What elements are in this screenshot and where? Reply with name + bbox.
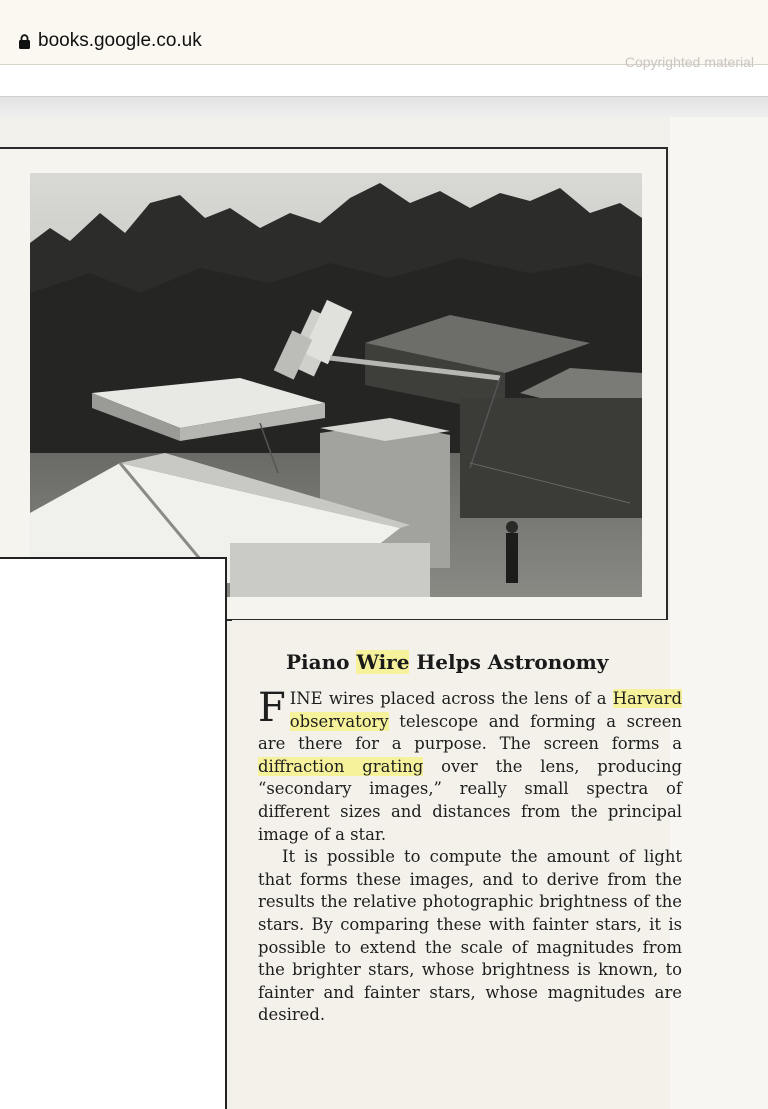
- book-page[interactable]: [0, 117, 768, 1109]
- photo-frame: [0, 147, 668, 621]
- viewer-toolbar: [0, 96, 768, 118]
- url-display[interactable]: [18, 30, 202, 52]
- lock-icon: [18, 34, 31, 49]
- url-text: books.google.co.uk: [38, 30, 202, 51]
- p1-text-a: INE wires placed across the lens of a: [289, 689, 613, 708]
- search-highlight: diffraction grating: [258, 756, 424, 776]
- article-column: [232, 620, 682, 1109]
- article-body: [258, 685, 682, 1027]
- p1-text-b: telescope and forming a screen are there for a purpose. The screen forms a: [258, 711, 682, 754]
- page-margin: [670, 117, 768, 1109]
- paragraph-1: [258, 685, 682, 846]
- headline-part-1: Piano: [286, 650, 357, 674]
- drop-cap: F: [258, 685, 286, 731]
- search-highlight: Harvard observatory: [289, 689, 682, 731]
- blank-panel: [0, 557, 227, 1109]
- headline-part-2: Helps Astronomy: [409, 650, 609, 674]
- observatory-photo: [30, 173, 642, 597]
- p1-text-c: over the lens, producing “secondary images,” really small spectra of different sizes and distances from the principal image of a star.: [258, 756, 682, 844]
- observatory-photo-illustration: [30, 173, 642, 597]
- browser-address-bar[interactable]: [0, 0, 768, 70]
- headline-highlight: Wire: [356, 650, 410, 674]
- article-headline: [286, 650, 608, 674]
- paragraph-2: It is possible to compute the amount of light that forms these images, and to derive from the results the relative photographic brightness of the stars. By comparing these with fainter stars, it is possible to extend the scale of magnitudes from the brighter stars, whose brightness is known, to fainter and fainter stars, whose magnitudes are desired.: [258, 847, 682, 1025]
- watermark-text: Copyrighted material: [624, 54, 754, 70]
